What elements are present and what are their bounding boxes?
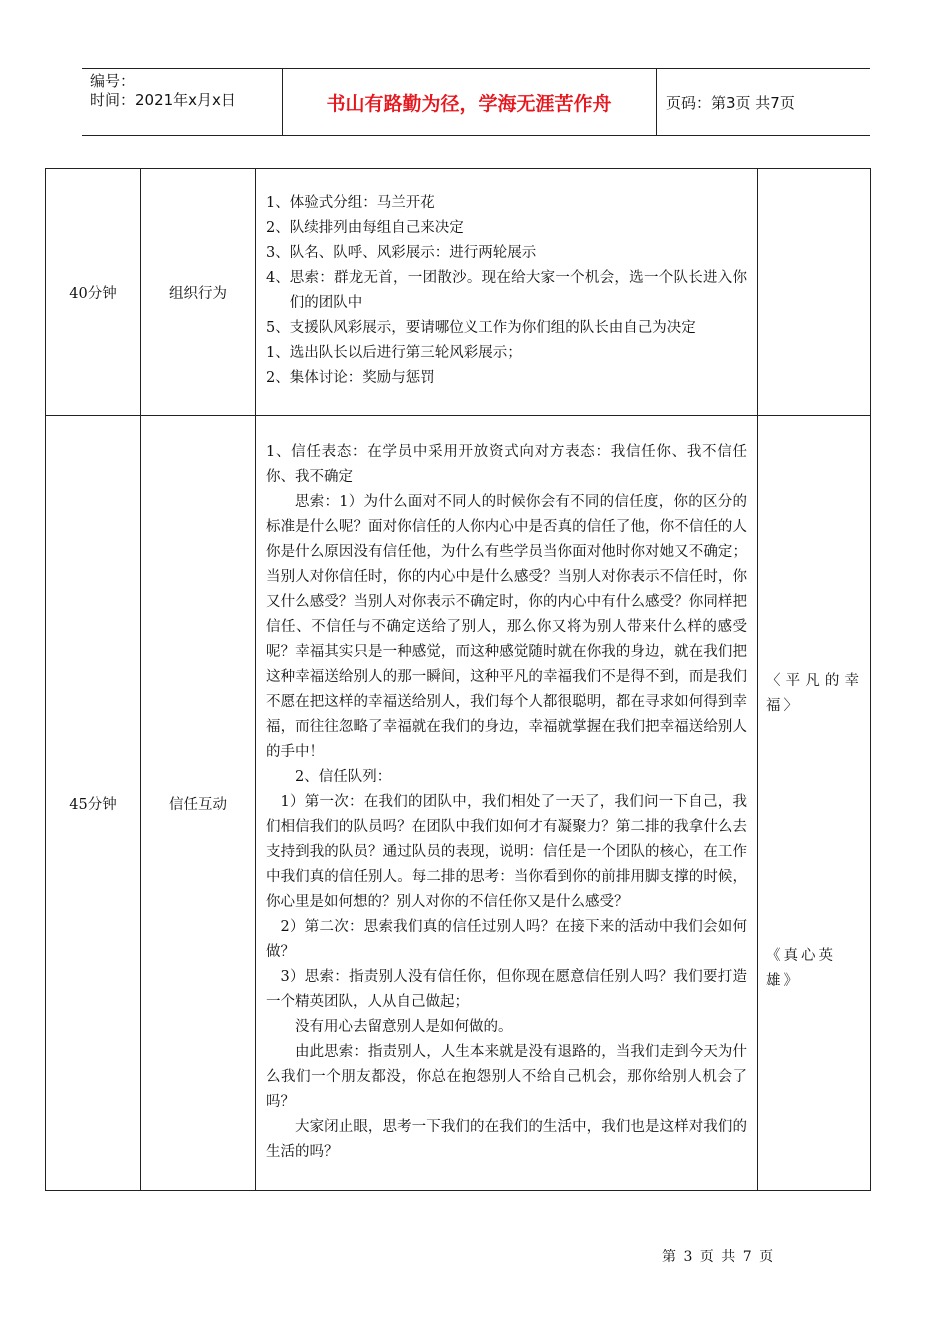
table-row bbox=[46, 416, 871, 1191]
schedule-table bbox=[45, 168, 871, 1191]
header-page-label: 页码：第3页 共7页 bbox=[666, 93, 795, 112]
list-item: 3、 队名、队呼、风彩展示：进行两轮展示 bbox=[266, 245, 537, 261]
paragraph: 2、信任队列： bbox=[295, 768, 392, 785]
table-row bbox=[46, 169, 871, 416]
activity-cell: 信任互动 bbox=[141, 416, 256, 1191]
page-header bbox=[82, 68, 870, 136]
paragraph: 2）第二次：思索我们真的信任过别人吗？在接下来的活动中我们会如何做？ bbox=[266, 918, 747, 960]
content-cell bbox=[256, 169, 758, 416]
activity-cell: 组织行为 bbox=[141, 169, 256, 416]
paragraph: 1）第一次：在我们的团队中，我们相处了一天了，我们问一下自己，我们相信我们的队员吗？在团队中我们如何才有凝聚力？第二排的我拿什么去支持到我的队员？通过队员的表现，说明：信任是一个团队的核心，在工作中我们真的信任别人。每二排的思考：当你看到你的前排用脚支撑的时候，你心里是如何想的？别人对你的不信任你又是什么感受？ bbox=[266, 793, 747, 910]
paragraph: 由此思索：指责别人，人生本来就是没有退路的，当我们走到今天为什么我们一个朋友都没，你总在抱怨别人不给自己机会，那你给别人机会了吗？ bbox=[266, 1043, 747, 1110]
list-item: 2、 集体讨论：奖励与惩罚 bbox=[266, 370, 435, 386]
paragraph: 没有用心去留意别人是如何做的。 bbox=[295, 1018, 513, 1035]
list-item: 1、 选出队长以后进行第三轮风彩展示； bbox=[266, 345, 522, 361]
ref-title: 〈平凡的幸福〉 bbox=[766, 672, 862, 714]
paragraph: 大家闭止眼，思考一下我们的在我们的生活中，我们也是这样对我们的生活的吗？ bbox=[266, 1118, 747, 1160]
list-item: 1、 体验式分组：马兰开花 bbox=[266, 195, 435, 211]
paragraph: 思索：1）为什么面对不同人的时候你会有不同的信任度，你的区分的标准是什么呢？面对你信任的人你内心中是否真的信任了他，你不信任的人你是什么原因没有信任他，为什么有些学员当你面对他时你对她又不确定；当别人对你信任时，你的内心中是什么感受？当别人对你表示不信任时，你又什么感受？当别人对你表示不确定时，你的内心中有什么感受？你同样把信任、不信任与不确定送给了别人，那么你又将为别人带来什么样的感受呢？幸福其实只是一种感觉，而这种感觉随时就在你我的身边，就在我们把这种幸福送给别人的那一瞬间，这种平凡的幸福我们不是得不到，而是我们不愿在把这样的幸福送给别人，我们每个人都很聪明，都在寻求如何得到幸福，而往往忽略了幸福就在我们的身边，幸福就掌握在我们把幸福送给别人的手中！ bbox=[266, 493, 747, 760]
time-label: 时间：2021年x月x日 bbox=[90, 91, 236, 109]
content-cell bbox=[256, 416, 758, 1191]
list-item: 4、 思索：群龙无首，一团散沙。现在给大家一个机会，选一个队长进入你们的团队中 bbox=[266, 270, 747, 311]
time-cell: 40分钟 bbox=[46, 169, 141, 416]
code-label: 编号： bbox=[90, 72, 136, 90]
ref-title: 《真心英雄》 bbox=[766, 947, 836, 989]
paragraph: 1、信任表态：在学员中采用开放资式向对方表态：我信任你、我不信任你、我不确定 bbox=[266, 443, 747, 485]
list-item: 2、 队续排列由每组自己来决定 bbox=[266, 220, 464, 236]
ref-cell bbox=[758, 169, 871, 416]
time-cell: 45分钟 bbox=[46, 416, 141, 1191]
header-motto: 书山有路勤为径，学海无涯苦作舟 bbox=[326, 92, 612, 115]
header-meta bbox=[82, 69, 282, 135]
paragraph: 3）思索：指责别人没有信任你，但你现在愿意信任别人吗？我们要打造一个精英团队，人从自己做起； bbox=[266, 968, 747, 1010]
page-footer: 第 3 页 共 7 页 bbox=[662, 1249, 774, 1265]
ref-cell bbox=[758, 416, 871, 1191]
list-item: 5、 支援队风彩展示，要请哪位义工作为你们组的队长由自己为决定 bbox=[266, 320, 696, 336]
